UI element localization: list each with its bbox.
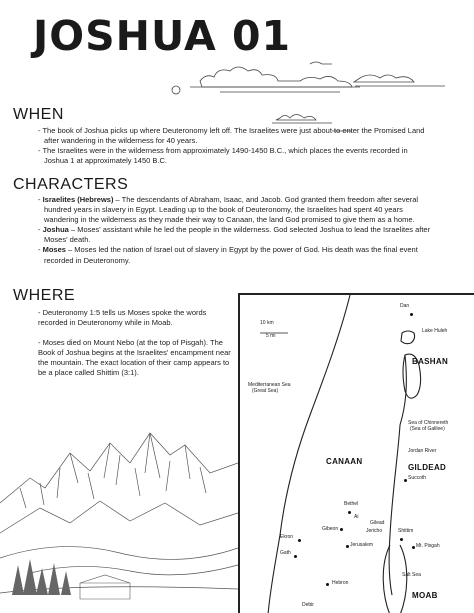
place-dan: Dan bbox=[400, 303, 410, 309]
scale-km: 10 km bbox=[260, 320, 274, 326]
character-desc: – Moses' assistant while he led the people in the wilderness. God selected Joshua to lead the Israelites after Moses' death. bbox=[44, 225, 431, 245]
place-ai: Ai bbox=[354, 514, 359, 520]
characters-section bbox=[38, 195, 432, 266]
place-shittim: Shittim bbox=[398, 528, 414, 534]
character-desc: – Moses led the nation of Israel out of slavery in Egypt by the power of God. His death was the final event recorded in Deuteronomy. bbox=[44, 245, 418, 265]
region-gildead: GILDEAD bbox=[408, 463, 447, 472]
place-gibeon: Gibeon bbox=[322, 526, 339, 532]
med-sea-label-alt: (Great Sea) bbox=[252, 388, 279, 394]
chinnereth-label: Sea of Chinnereth bbox=[408, 420, 449, 426]
place-gilead: Gilead bbox=[370, 520, 385, 526]
region-canaan: CANAAN bbox=[326, 457, 363, 466]
character-item: - Joshua – Moses' assistant while he led the people in the wilderness. God selected Joshua to lead the Israelites after Moses' death. bbox=[38, 225, 431, 245]
when-item: - The book of Joshua picks up where Deuteronomy left off. The Israelites were just about to enter the Promised Land after wandering in the wilderness for 40 years. bbox=[38, 126, 425, 146]
jordan-river-label: Jordan River bbox=[408, 448, 437, 454]
city-marker bbox=[410, 313, 413, 316]
chinnereth-label-alt: (Sea of Galilee) bbox=[410, 426, 445, 432]
mountain-landscape-illustration bbox=[0, 383, 238, 613]
city-marker bbox=[294, 555, 297, 558]
character-desc: – The descendants of Abraham, Isaac, and Jacob. God granted them freedom after several hundred years in slavery in Egypt. Leading up to the book of Deuteronomy, the Israelites had spent 40 years wandering in the wilderness as they made their way to Canaan, the land God promised to give them as a home. bbox=[44, 195, 419, 225]
place-jericho: Jericho bbox=[366, 528, 383, 534]
when-item: - The Israelites were in the wilderness from approximately 1490-1450 B.C., which places the events recorded in Joshua 1 at approximately 1450 B.C. bbox=[38, 146, 408, 166]
city-marker bbox=[404, 479, 407, 482]
where-paragraph: - Moses died on Mount Nebo (at the top of Pisgah). The Book of Joshua begins at the Israelites' encampment near the mountain. The exact location of their camp appears to be a place called Shittim (3:1). bbox=[38, 338, 231, 378]
salt-sea-label: Salt Sea bbox=[402, 572, 421, 578]
place-jerusalem: Jerusalem bbox=[350, 542, 374, 548]
place-mt-pisgah: Mt. Pisgah bbox=[416, 543, 440, 549]
med-sea-label: Mediterranean Sea bbox=[248, 382, 291, 388]
region-moab: MOAB bbox=[412, 591, 438, 600]
city-marker bbox=[412, 546, 415, 549]
city-marker bbox=[400, 538, 403, 541]
city-marker bbox=[340, 528, 343, 531]
character-name: Moses bbox=[42, 245, 66, 255]
where-paragraph: - Deuteronomy 1:5 tells us Moses spoke the words recorded in Deuteronomy while in Moab. bbox=[38, 308, 207, 328]
place-hebron: Hebron bbox=[332, 580, 349, 586]
when-section bbox=[38, 126, 430, 166]
city-marker bbox=[326, 583, 329, 586]
region-bashan: BASHAN bbox=[412, 357, 449, 366]
map-of-canaan bbox=[238, 293, 474, 613]
where-section bbox=[38, 308, 234, 389]
when-heading: WHEN bbox=[13, 106, 64, 123]
place-gath: Gath bbox=[280, 550, 291, 556]
map-outline bbox=[240, 295, 474, 613]
city-marker bbox=[346, 545, 349, 548]
place-ekron: Ekron bbox=[280, 534, 294, 540]
character-item: - Israelites (Hebrews) – The descendants of Abraham, Isaac, and Jacob. God granted them freedom after several hundred years in slavery in Egypt. Leading up to the book of Deuteronomy, the Israelites had spent 40 years wandering in the wilderness as they made their way to Canaan, the land God promised to give them as a home. bbox=[38, 195, 419, 225]
place-bethel: Bethel bbox=[344, 501, 359, 507]
characters-heading: CHARACTERS bbox=[13, 176, 129, 193]
place-debir: Debir bbox=[302, 602, 314, 608]
city-marker bbox=[348, 511, 351, 514]
where-heading: WHERE bbox=[13, 287, 76, 304]
place-succoth: Succoth bbox=[408, 475, 427, 481]
lake-huleh-label: Lake Huleh bbox=[422, 328, 448, 334]
character-name: Israelites (Hebrews) bbox=[42, 195, 114, 204]
scale-mi: 5 mi bbox=[266, 333, 276, 339]
character-name: Joshua bbox=[42, 225, 69, 235]
city-marker bbox=[298, 539, 301, 542]
character-item: - Moses – Moses led the nation of Israel out of slavery in Egypt by the power of God. His death was the final event recorded in Deuteronomy. bbox=[38, 245, 418, 265]
page-title: JOSHUA 01 bbox=[33, 12, 292, 60]
